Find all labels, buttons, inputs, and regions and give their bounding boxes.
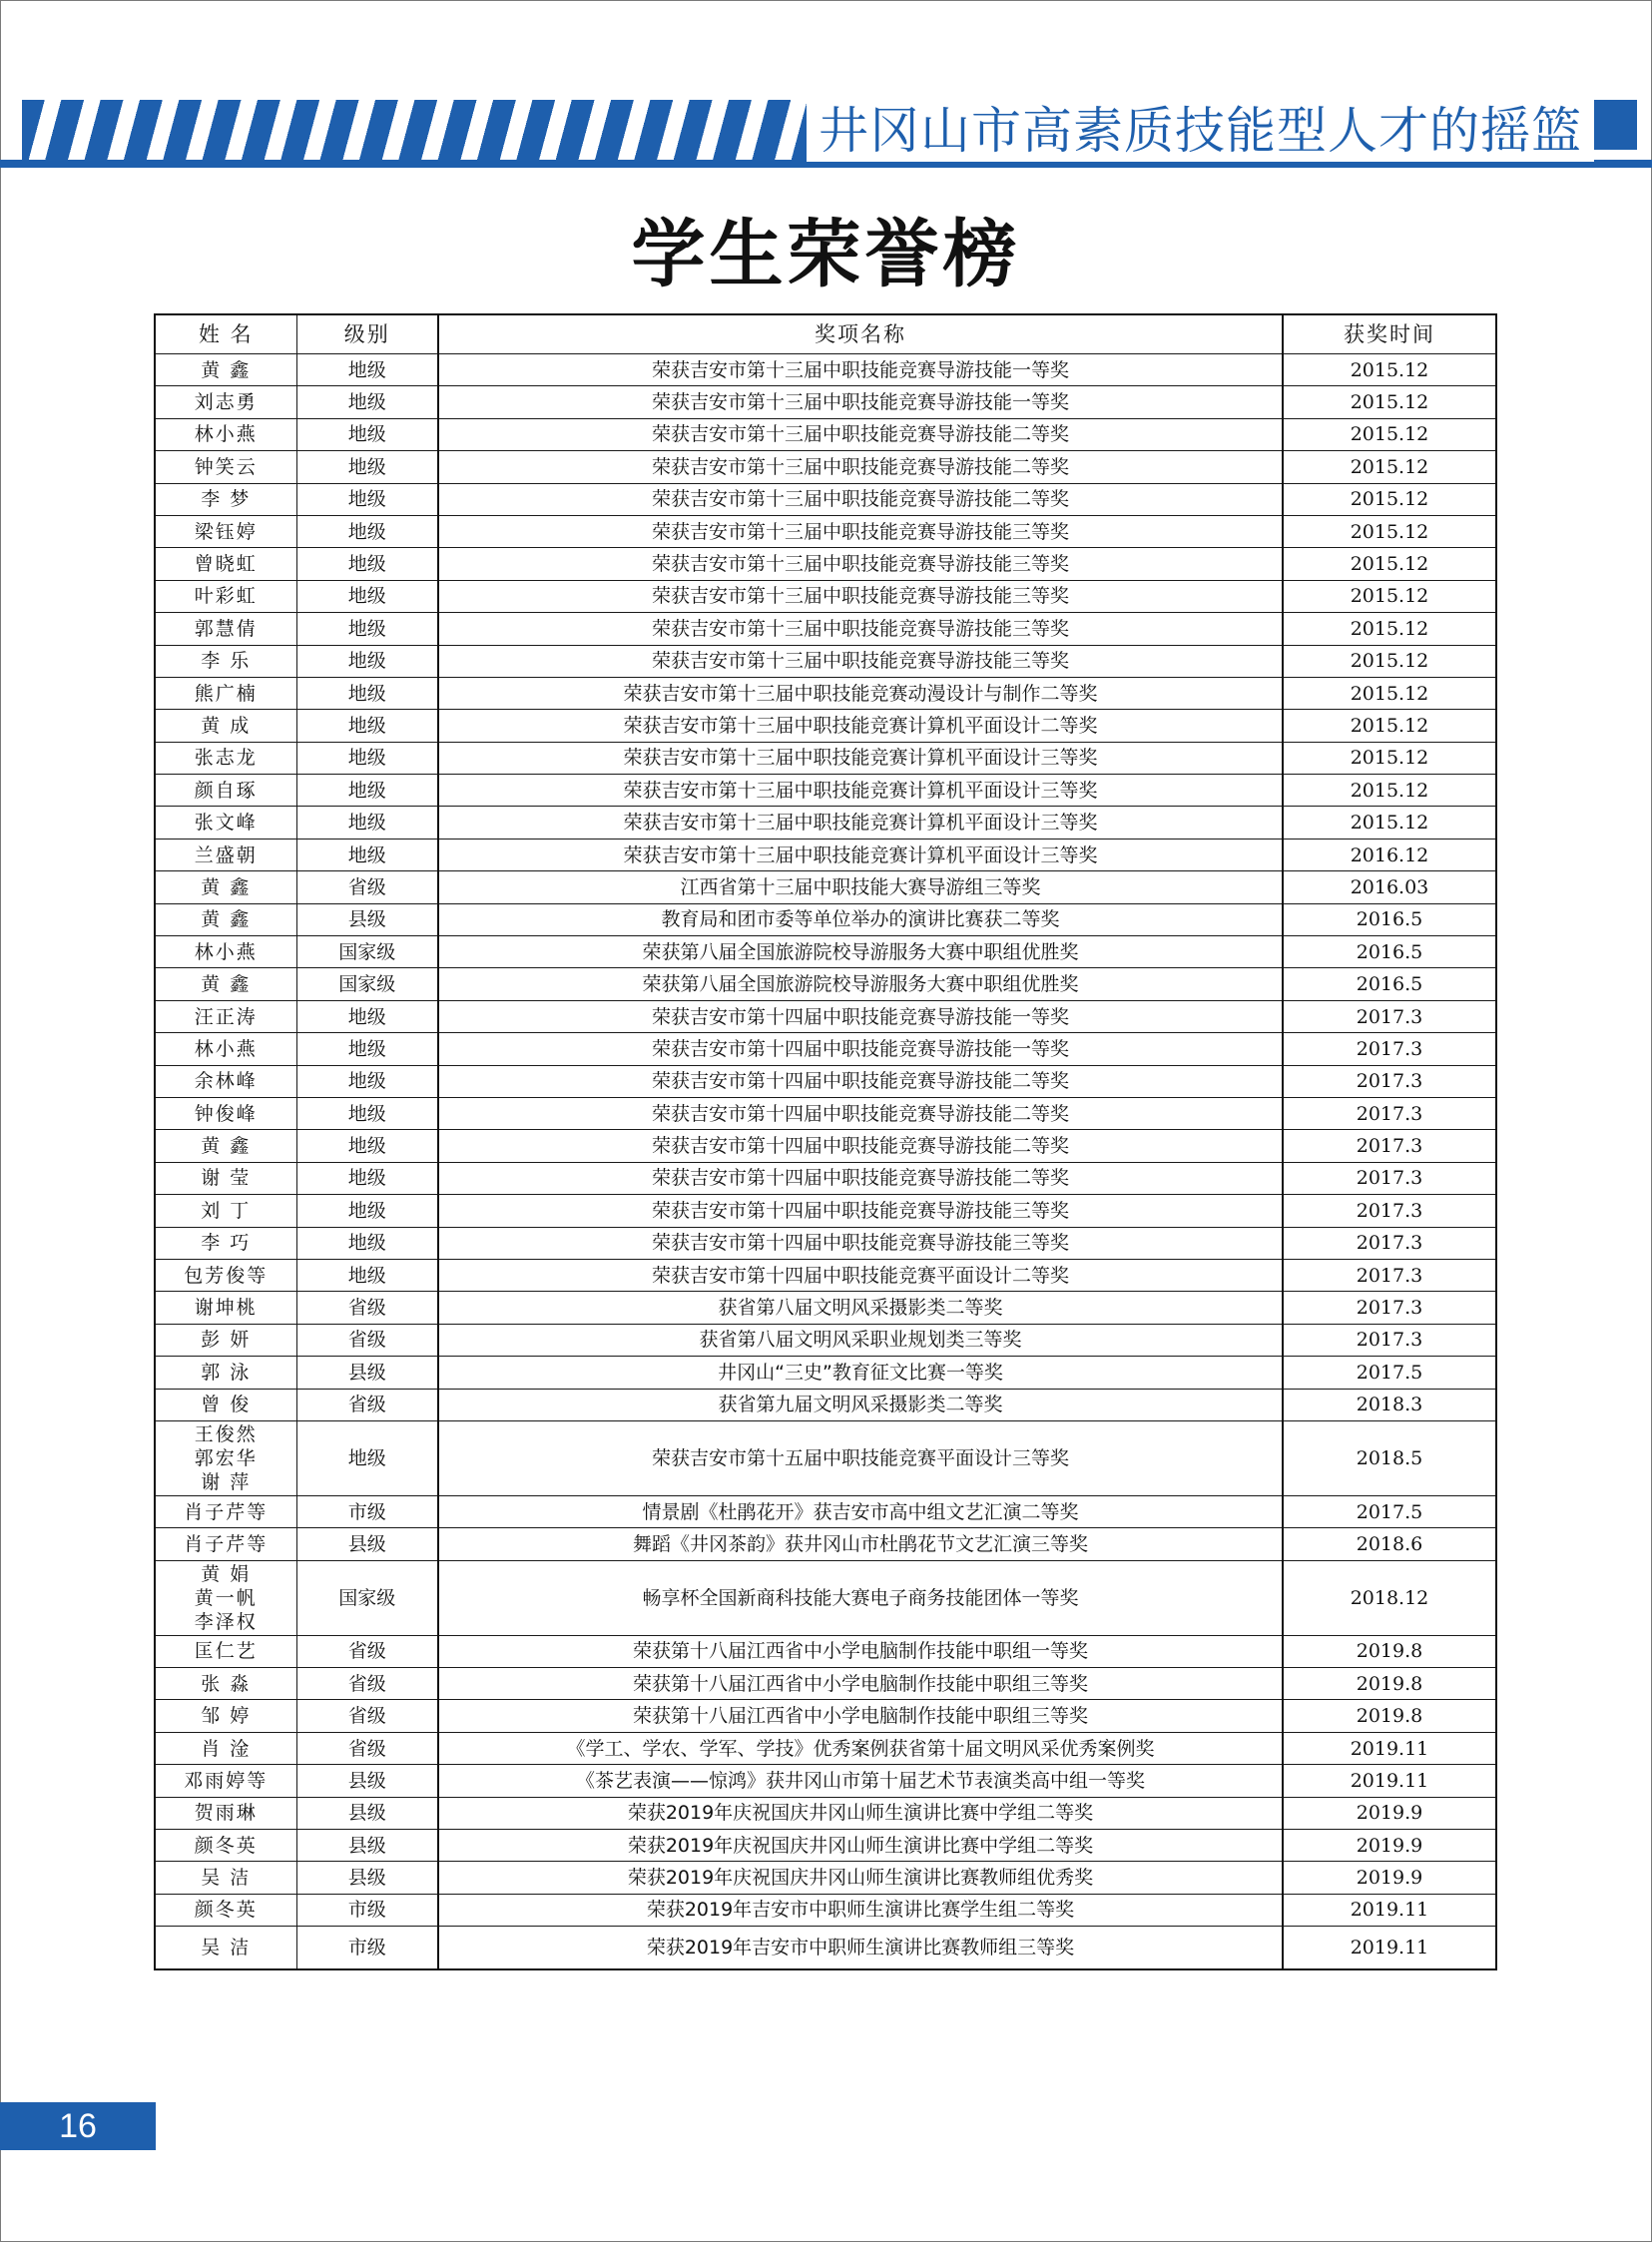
table-body [155, 354, 1496, 1970]
cell-date: 2018.5 [1283, 1420, 1496, 1495]
table-row [155, 613, 1496, 645]
cell-name [155, 1635, 296, 1667]
table-row [155, 354, 1496, 386]
cell-level: 地级 [296, 645, 438, 677]
cell-award: 荣获吉安市第十四届中职技能竞赛导游技能二等奖 [438, 1065, 1283, 1097]
cell-name [155, 775, 296, 807]
cell-date: 2015.12 [1283, 386, 1496, 418]
cell-name [155, 451, 296, 483]
cell-name [155, 1560, 296, 1635]
cell-level: 地级 [296, 483, 438, 515]
column-header-level: 级别 [296, 314, 438, 354]
cell-date: 2019.9 [1283, 1862, 1496, 1894]
student-name: 肖 淦 [201, 1737, 252, 1760]
cell-level: 地级 [296, 548, 438, 580]
cell-name [155, 1420, 296, 1495]
cell-name [155, 515, 296, 547]
student-name: 黄 鑫 [201, 973, 252, 996]
cell-name [155, 1927, 296, 1970]
student-name: 张文峰 [194, 812, 258, 835]
table-row [155, 1765, 1496, 1797]
cell-name [155, 1227, 296, 1259]
cell-level: 地级 [296, 1227, 438, 1259]
cell-name [155, 483, 296, 515]
cell-date: 2017.3 [1283, 1324, 1496, 1356]
student-name: 曾晓虹 [194, 553, 258, 576]
student-name: 黄 鑫 [201, 358, 252, 381]
cell-date: 2017.3 [1283, 1162, 1496, 1194]
table-row [155, 775, 1496, 807]
student-name: 刘 丁 [201, 1199, 252, 1222]
cell-date: 2015.12 [1283, 580, 1496, 612]
student-name: 吴 洁 [201, 1937, 252, 1960]
cell-date: 2019.9 [1283, 1830, 1496, 1862]
cell-level: 地级 [296, 580, 438, 612]
cell-date: 2017.3 [1283, 1097, 1496, 1129]
cell-name [155, 839, 296, 870]
cell-level: 国家级 [296, 968, 438, 1000]
cell-award: 荣获吉安市第十四届中职技能竞赛导游技能二等奖 [438, 1097, 1283, 1129]
table-row [155, 1097, 1496, 1129]
student-name: 匡仁艺 [194, 1640, 258, 1663]
cell-date: 2015.12 [1283, 548, 1496, 580]
cell-award: 荣获第十八届江西省中小学电脑制作技能中职组三等奖 [438, 1668, 1283, 1700]
table-row [155, 1065, 1496, 1097]
table-row [155, 677, 1496, 709]
student-name: 张志龙 [194, 747, 258, 770]
honor-table [154, 313, 1497, 1970]
cell-award: 荣获吉安市第十三届中职技能竞赛导游技能一等奖 [438, 354, 1283, 386]
cell-level: 省级 [296, 1700, 438, 1732]
table-row [155, 1635, 1496, 1667]
cell-award: 获省第八届文明风采摄影类二等奖 [438, 1292, 1283, 1324]
cell-name [155, 386, 296, 418]
table-row [155, 1894, 1496, 1926]
cell-name [155, 677, 296, 709]
header-stripe-band [22, 100, 821, 162]
student-name: 彭 妍 [201, 1329, 252, 1352]
student-name: 林小燕 [194, 940, 258, 963]
student-name: 刘志勇 [194, 391, 258, 414]
student-name: 黄 娟 [201, 1562, 252, 1585]
cell-award: 荣获2019年吉安市中职师生演讲比赛教师组三等奖 [438, 1927, 1283, 1970]
table-row [155, 839, 1496, 870]
cell-award: 荣获吉安市第十三届中职技能竞赛动漫设计与制作二等奖 [438, 677, 1283, 709]
student-name: 郭慧倩 [194, 617, 258, 640]
cell-name [155, 1495, 296, 1527]
table-row [155, 1357, 1496, 1389]
table-row [155, 548, 1496, 580]
cell-award: 《茶艺表演——惊鸿》获井冈山市第十届艺术节表演类高中组一等奖 [438, 1765, 1283, 1797]
cell-date: 2019.9 [1283, 1797, 1496, 1829]
table-header [155, 314, 1496, 354]
cell-award: 荣获吉安市第十三届中职技能竞赛计算机平面设计二等奖 [438, 710, 1283, 742]
table-row [155, 1420, 1496, 1495]
cell-date: 2015.12 [1283, 483, 1496, 515]
cell-level: 省级 [296, 1635, 438, 1667]
cell-name [155, 580, 296, 612]
table-row [155, 1830, 1496, 1862]
cell-award: 荣获吉安市第十三届中职技能竞赛导游技能三等奖 [438, 515, 1283, 547]
cell-name [155, 418, 296, 450]
cell-level: 地级 [296, 1195, 438, 1227]
cell-name [155, 613, 296, 645]
student-name: 颜自琢 [194, 779, 258, 802]
cell-level: 地级 [296, 451, 438, 483]
cell-award: 荣获吉安市第十三届中职技能竞赛导游技能二等奖 [438, 451, 1283, 483]
cell-name [155, 354, 296, 386]
cell-date: 2015.12 [1283, 613, 1496, 645]
table-row [155, 1130, 1496, 1162]
table-row [155, 1528, 1496, 1560]
cell-award: 荣获吉安市第十三届中职技能竞赛导游技能二等奖 [438, 418, 1283, 450]
table-row [155, 1324, 1496, 1356]
student-name: 李 巧 [201, 1232, 252, 1255]
cell-level: 地级 [296, 515, 438, 547]
student-name: 包芳俊等 [184, 1264, 269, 1287]
cell-date: 2017.3 [1283, 1033, 1496, 1065]
cell-award: 荣获吉安市第十三届中职技能竞赛导游技能三等奖 [438, 580, 1283, 612]
cell-award: 荣获2019年庆祝国庆井冈山师生演讲比赛中学组二等奖 [438, 1830, 1283, 1862]
cell-award: 畅享杯全国新商科技能大赛电子商务技能团体一等奖 [438, 1560, 1283, 1635]
student-name: 谢坤桃 [194, 1297, 258, 1320]
table-row [155, 742, 1496, 774]
cell-name [155, 1162, 296, 1194]
student-name: 余林峰 [194, 1070, 258, 1093]
student-name: 肖子芹等 [184, 1532, 269, 1555]
cell-level: 省级 [296, 1292, 438, 1324]
cell-name [155, 1292, 296, 1324]
cell-level: 国家级 [296, 1560, 438, 1635]
cell-award: 荣获吉安市第十三届中职技能竞赛导游技能三等奖 [438, 548, 1283, 580]
table-row [155, 386, 1496, 418]
cell-award: 井冈山“三史”教育征文比赛一等奖 [438, 1357, 1283, 1389]
cell-name [155, 1700, 296, 1732]
table-row [155, 1000, 1496, 1032]
page-title: 学生荣誉榜 [631, 212, 1021, 297]
table-row [155, 1560, 1496, 1635]
cell-name [155, 807, 296, 839]
cell-name [155, 1830, 296, 1862]
column-header-name: 姓 名 [155, 314, 296, 354]
cell-level: 省级 [296, 871, 438, 903]
cell-level: 县级 [296, 1862, 438, 1894]
cell-award: 荣获吉安市第十五届中职技能竞赛平面设计三等奖 [438, 1420, 1283, 1495]
cell-date: 2015.12 [1283, 677, 1496, 709]
student-name: 贺雨琳 [194, 1802, 258, 1825]
cell-award: 荣获吉安市第十三届中职技能竞赛计算机平面设计三等奖 [438, 839, 1283, 870]
cell-level: 地级 [296, 1162, 438, 1194]
cell-date: 2015.12 [1283, 354, 1496, 386]
student-name: 钟俊峰 [194, 1102, 258, 1125]
cell-award: 荣获2019年庆祝国庆井冈山师生演讲比赛中学组二等奖 [438, 1797, 1283, 1829]
cell-level: 地级 [296, 354, 438, 386]
cell-date: 2017.3 [1283, 1292, 1496, 1324]
cell-date: 2017.5 [1283, 1495, 1496, 1527]
table-row [155, 1495, 1496, 1527]
table-row [155, 418, 1496, 450]
cell-name [155, 1130, 296, 1162]
cell-award: 荣获2019年庆祝国庆井冈山师生演讲比赛教师组优秀奖 [438, 1862, 1283, 1894]
cell-level: 地级 [296, 839, 438, 870]
table-row [155, 871, 1496, 903]
student-name: 李 梦 [201, 488, 252, 511]
table-row [155, 451, 1496, 483]
cell-level: 地级 [296, 1420, 438, 1495]
cell-level: 地级 [296, 677, 438, 709]
cell-name [155, 1862, 296, 1894]
cell-award: 获省第九届文明风采摄影类二等奖 [438, 1389, 1283, 1420]
cell-award: 荣获吉安市第十四届中职技能竞赛平面设计二等奖 [438, 1259, 1283, 1291]
cell-level: 地级 [296, 1130, 438, 1162]
cell-level: 地级 [296, 418, 438, 450]
table-row [155, 1292, 1496, 1324]
cell-award: 获省第八届文明风采职业规划类三等奖 [438, 1324, 1283, 1356]
cell-date: 2019.11 [1283, 1732, 1496, 1764]
cell-name [155, 871, 296, 903]
cell-award: 荣获第八届全国旅游院校导游服务大赛中职组优胜奖 [438, 936, 1283, 968]
table-row [155, 1927, 1496, 1970]
cell-name [155, 710, 296, 742]
student-name: 颜冬英 [194, 1899, 258, 1922]
cell-level: 县级 [296, 1797, 438, 1829]
cell-name [155, 1195, 296, 1227]
cell-date: 2016.5 [1283, 903, 1496, 935]
student-name: 黄 成 [201, 714, 252, 737]
table-row [155, 645, 1496, 677]
cell-date: 2018.6 [1283, 1528, 1496, 1560]
cell-award: 荣获吉安市第十四届中职技能竞赛导游技能一等奖 [438, 1033, 1283, 1065]
table-row [155, 968, 1496, 1000]
cell-date: 2017.3 [1283, 1259, 1496, 1291]
cell-level: 省级 [296, 1324, 438, 1356]
cell-level: 地级 [296, 775, 438, 807]
student-name: 黄 鑫 [201, 875, 252, 898]
cell-date: 2016.03 [1283, 871, 1496, 903]
cell-award: 荣获吉安市第十三届中职技能竞赛导游技能二等奖 [438, 483, 1283, 515]
cell-date: 2015.12 [1283, 710, 1496, 742]
cell-name [155, 742, 296, 774]
cell-name [155, 968, 296, 1000]
table-row [155, 1668, 1496, 1700]
cell-name [155, 936, 296, 968]
student-name: 林小燕 [194, 1037, 258, 1060]
student-name: 钟笑云 [194, 455, 258, 478]
student-name: 黄一帆 [194, 1586, 258, 1609]
cell-award: 荣获吉安市第十三届中职技能竞赛导游技能三等奖 [438, 613, 1283, 645]
cell-level: 地级 [296, 710, 438, 742]
table-row [155, 580, 1496, 612]
cell-level: 省级 [296, 1732, 438, 1764]
cell-date: 2017.3 [1283, 1000, 1496, 1032]
table-row [155, 1797, 1496, 1829]
table-row [155, 1033, 1496, 1065]
cell-level: 县级 [296, 1528, 438, 1560]
cell-level: 县级 [296, 903, 438, 935]
cell-date: 2019.8 [1283, 1700, 1496, 1732]
cell-level: 省级 [296, 1668, 438, 1700]
cell-date: 2019.8 [1283, 1668, 1496, 1700]
student-name: 肖子芹等 [184, 1500, 269, 1523]
cell-award: 荣获吉安市第十三届中职技能竞赛计算机平面设计三等奖 [438, 742, 1283, 774]
table-row [155, 710, 1496, 742]
cell-date: 2015.12 [1283, 418, 1496, 450]
cell-level: 国家级 [296, 936, 438, 968]
cell-level: 地级 [296, 613, 438, 645]
cell-award: 荣获吉安市第十四届中职技能竞赛导游技能一等奖 [438, 1000, 1283, 1032]
table-row [155, 1227, 1496, 1259]
cell-level: 市级 [296, 1495, 438, 1527]
cell-name [155, 1732, 296, 1764]
student-name: 黄 鑫 [201, 908, 252, 931]
cell-name [155, 1324, 296, 1356]
table-row [155, 1732, 1496, 1764]
table-row [155, 807, 1496, 839]
cell-name [155, 1259, 296, 1291]
cell-date: 2019.8 [1283, 1635, 1496, 1667]
cell-award: 江西省第十三届中职技能大赛导游组三等奖 [438, 871, 1283, 903]
cell-name [155, 1357, 296, 1389]
student-name: 颜冬英 [194, 1834, 258, 1857]
cell-date: 2019.11 [1283, 1894, 1496, 1926]
cell-award: 荣获吉安市第十四届中职技能竞赛导游技能二等奖 [438, 1162, 1283, 1194]
cell-name [155, 1389, 296, 1420]
student-name: 梁钰婷 [194, 520, 258, 543]
student-name: 张 淼 [201, 1672, 252, 1695]
cell-name [155, 1894, 296, 1926]
cell-name [155, 903, 296, 935]
cell-level: 地级 [296, 1259, 438, 1291]
table-row [155, 1389, 1496, 1420]
student-name: 李 乐 [201, 650, 252, 673]
table-row [155, 936, 1496, 968]
cell-name [155, 1668, 296, 1700]
student-name: 郭 泳 [201, 1361, 252, 1384]
cell-level: 县级 [296, 1830, 438, 1862]
student-name: 黄 鑫 [201, 1135, 252, 1158]
cell-award: 荣获第十八届江西省中小学电脑制作技能中职组三等奖 [438, 1700, 1283, 1732]
table-row [155, 1162, 1496, 1194]
cell-level: 地级 [296, 1097, 438, 1129]
cell-award: 荣获2019年吉安市中职师生演讲比赛学生组二等奖 [438, 1894, 1283, 1926]
student-name: 邓雨婷等 [184, 1769, 269, 1792]
cell-award: 舞蹈《井冈茶韵》获井冈山市杜鹃花节文艺汇演三等奖 [438, 1528, 1283, 1560]
table-row [155, 483, 1496, 515]
cell-date: 2019.11 [1283, 1765, 1496, 1797]
cell-name [155, 1765, 296, 1797]
cell-award: 荣获吉安市第十三届中职技能竞赛导游技能一等奖 [438, 386, 1283, 418]
cell-level: 县级 [296, 1357, 438, 1389]
student-name: 曾 俊 [201, 1394, 252, 1416]
student-name: 王俊然 [194, 1422, 258, 1445]
cell-date: 2015.12 [1283, 742, 1496, 774]
cell-date: 2015.12 [1283, 645, 1496, 677]
cell-level: 县级 [296, 1765, 438, 1797]
student-name: 兰盛朝 [194, 843, 258, 866]
cell-award: 荣获第八届全国旅游院校导游服务大赛中职组优胜奖 [438, 968, 1283, 1000]
cell-date: 2018.12 [1283, 1560, 1496, 1635]
cell-award: 情景剧《杜鹃花开》获吉安市高中组文艺汇演二等奖 [438, 1495, 1283, 1527]
student-name: 郭宏华 [194, 1446, 258, 1469]
student-name: 谢 萍 [201, 1470, 252, 1493]
cell-name [155, 1065, 296, 1097]
cell-date: 2016.12 [1283, 839, 1496, 870]
cell-date: 2015.12 [1283, 451, 1496, 483]
cell-date: 2019.11 [1283, 1927, 1496, 1970]
cell-name [155, 1797, 296, 1829]
cell-date: 2015.12 [1283, 515, 1496, 547]
cell-award: 荣获吉安市第十四届中职技能竞赛导游技能三等奖 [438, 1227, 1283, 1259]
student-name: 李泽权 [194, 1610, 258, 1633]
cell-award: 《学工、学农、学军、学技》优秀案例获省第十届文明风采优秀案例奖 [438, 1732, 1283, 1764]
cell-level: 省级 [296, 1389, 438, 1420]
cell-award: 荣获吉安市第十四届中职技能竞赛导游技能三等奖 [438, 1195, 1283, 1227]
cell-date: 2017.3 [1283, 1130, 1496, 1162]
cell-name [155, 548, 296, 580]
cell-level: 市级 [296, 1894, 438, 1926]
table-row [155, 1700, 1496, 1732]
cell-name [155, 1033, 296, 1065]
cell-level: 地级 [296, 1033, 438, 1065]
column-header-date: 获奖时间 [1283, 314, 1496, 354]
page-number: 16 [0, 2102, 156, 2150]
cell-date: 2017.5 [1283, 1357, 1496, 1389]
cell-level: 地级 [296, 742, 438, 774]
header-title: 井冈山市高素质技能型人才的摇篮 [807, 100, 1594, 162]
student-name: 吴 洁 [201, 1867, 252, 1890]
table-row [155, 1862, 1496, 1894]
cell-level: 地级 [296, 386, 438, 418]
cell-level: 地级 [296, 1065, 438, 1097]
cell-level: 地级 [296, 1000, 438, 1032]
cell-date: 2016.5 [1283, 936, 1496, 968]
student-name: 谢 莹 [201, 1167, 252, 1190]
cell-date: 2017.3 [1283, 1227, 1496, 1259]
cell-award: 教育局和团市委等单位举办的演讲比赛获二等奖 [438, 903, 1283, 935]
column-header-award: 奖项名称 [438, 314, 1283, 354]
cell-name [155, 645, 296, 677]
table-row [155, 1259, 1496, 1291]
cell-date: 2017.3 [1283, 1195, 1496, 1227]
cell-date: 2018.3 [1283, 1389, 1496, 1420]
cell-award: 荣获第十八届江西省中小学电脑制作技能中职组一等奖 [438, 1635, 1283, 1667]
cell-name [155, 1097, 296, 1129]
cell-name [155, 1000, 296, 1032]
cell-award: 荣获吉安市第十三届中职技能竞赛导游技能三等奖 [438, 645, 1283, 677]
cell-date: 2016.5 [1283, 968, 1496, 1000]
student-name: 邹 婷 [201, 1705, 252, 1728]
cell-date: 2015.12 [1283, 807, 1496, 839]
table-row [155, 515, 1496, 547]
cell-level: 市级 [296, 1927, 438, 1970]
cell-date: 2015.12 [1283, 775, 1496, 807]
table-row [155, 1195, 1496, 1227]
student-name: 熊广楠 [194, 682, 258, 705]
cell-name [155, 1528, 296, 1560]
cell-level: 地级 [296, 807, 438, 839]
table-row [155, 903, 1496, 935]
student-name: 林小燕 [194, 423, 258, 446]
cell-award: 荣获吉安市第十三届中职技能竞赛计算机平面设计三等奖 [438, 807, 1283, 839]
student-name: 叶彩虹 [194, 585, 258, 608]
cell-date: 2017.3 [1283, 1065, 1496, 1097]
student-name: 汪正涛 [194, 1005, 258, 1028]
cell-award: 荣获吉安市第十三届中职技能竞赛计算机平面设计三等奖 [438, 775, 1283, 807]
cell-award: 荣获吉安市第十四届中职技能竞赛导游技能二等奖 [438, 1130, 1283, 1162]
